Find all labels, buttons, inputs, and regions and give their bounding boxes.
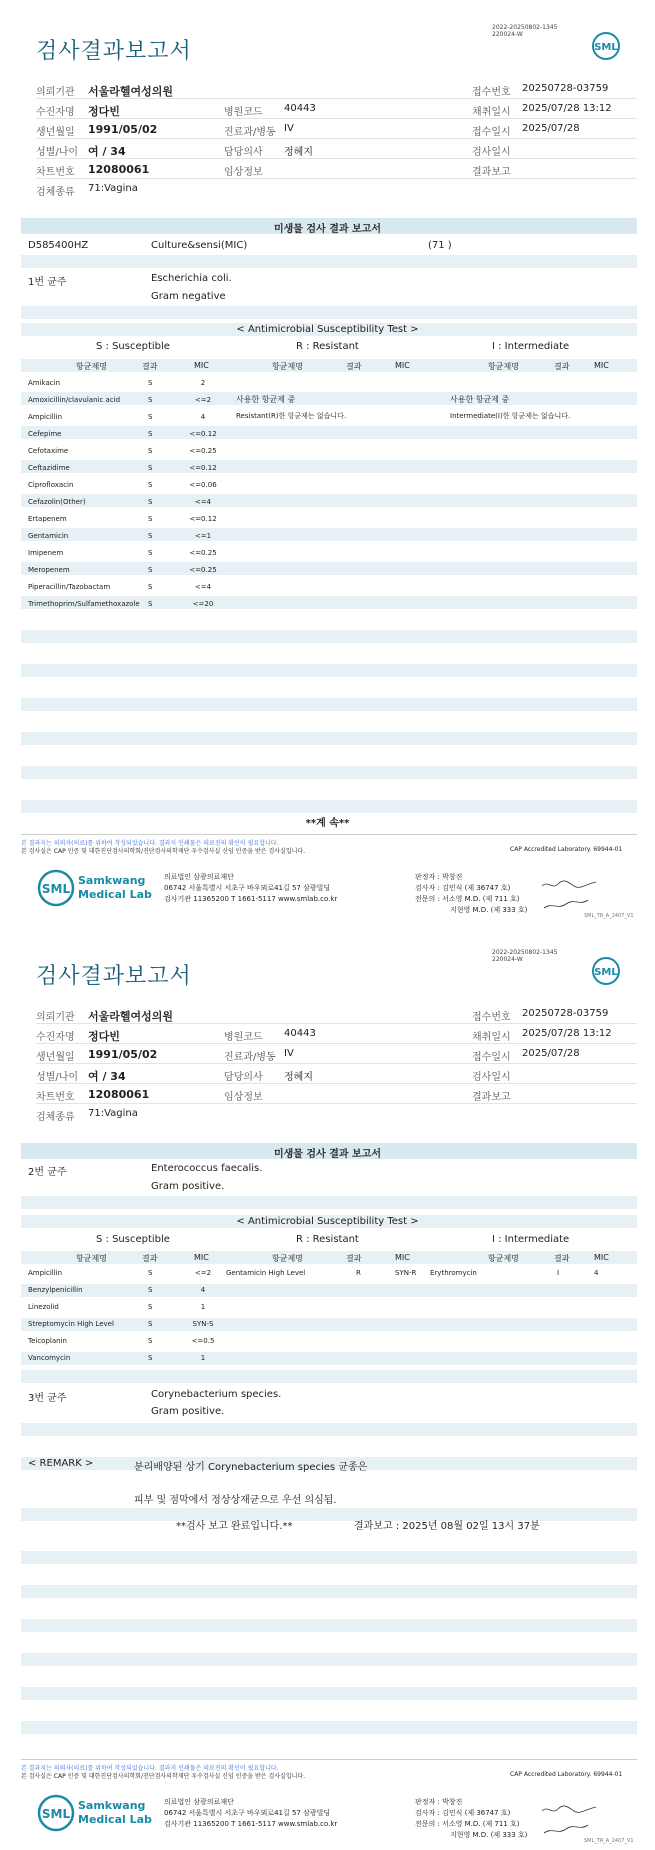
specimen-label: 검체종류 (36, 1112, 75, 1123)
doctor-label: 담당의사 (224, 1072, 263, 1083)
sex-age-label: 성별/나이 (36, 1072, 79, 1083)
remark-line-2: 피부 및 점막에서 정상상재균으로 우선 의심됨. (134, 1495, 337, 1506)
dob-label: 생년월일 (36, 1052, 75, 1063)
ast-mic: 1 (200, 1303, 206, 1311)
legend-resistant: R : Resistant (296, 341, 359, 352)
dept-value: IV (284, 1048, 294, 1059)
band (21, 494, 637, 507)
test-date-label: 검사일시 (472, 147, 511, 158)
receipt-no-label: 접수번호 (472, 87, 511, 98)
ast-result: S (148, 481, 153, 489)
band (21, 766, 637, 779)
resistant-mic: SYN-R (395, 1269, 417, 1277)
hospital-label: 의뢰기관 (36, 87, 75, 98)
ast-drug-name: Piperacillin/Tazobactam (28, 583, 111, 591)
ast-result: S (148, 1320, 153, 1328)
band (21, 528, 637, 541)
organism-label: 1번 균주 (28, 277, 67, 288)
note-resistant-1: 사용한 항균제 중 (236, 395, 296, 404)
info-row-5 (36, 1084, 637, 1104)
ast-col-header-band (21, 359, 637, 372)
name-label: 수진자명 (36, 1032, 75, 1043)
footer-staff-3: 전문의 : 서소영 M.D. (제 711 호) (415, 895, 520, 903)
organism3-name: Corynebacterium species. (151, 1389, 282, 1400)
band (21, 306, 637, 319)
ast-mic: <=0.12 (189, 515, 217, 523)
svg-text:SML: SML (41, 1807, 71, 1821)
receipt-no-label: 접수번호 (472, 1012, 511, 1023)
doctor-label: 담당의사 (224, 147, 263, 158)
ast-result: S (148, 1354, 153, 1362)
ast-drug-name: Imipenem (28, 549, 64, 557)
organism-name: Escherichia coli. (151, 273, 232, 284)
test-name: Culture&sensi(MIC) (151, 240, 248, 251)
ast-drug-name: Ampicillin (28, 1269, 63, 1277)
intermediate-result: I (557, 1269, 560, 1277)
col-drug-s: 항균제명 (76, 362, 107, 371)
doc-id-line-1: 2022-20250802-1345 (492, 949, 558, 956)
band (21, 1687, 637, 1700)
band (21, 1423, 637, 1436)
resistant-drug: Gentamicin High Level (226, 1269, 306, 1277)
ast-result: S (148, 447, 153, 455)
ast-drug-name: Cefepime (28, 430, 62, 438)
test-date-label: 검사일시 (472, 1072, 511, 1083)
band (21, 1551, 637, 1564)
info-row-6 (36, 1104, 637, 1124)
band (21, 460, 637, 473)
footer-divider (21, 1759, 637, 1760)
dob-value: 1991/05/02 (88, 1048, 158, 1061)
doc-id-line-2: 220024-W (492, 956, 523, 963)
note-intermediate-2: Intermediate(I)한 항균제는 없습니다. (450, 412, 571, 420)
ast-drug-name: Streptomycin High Level (28, 1320, 114, 1328)
svg-text:SML: SML (41, 882, 71, 896)
document-id (492, 24, 557, 38)
intermediate-drug: Erythromycin (430, 1269, 477, 1277)
ast-mic: <=2 (194, 396, 212, 404)
col-drug-r: 항균제명 (272, 1254, 303, 1263)
chart-label: 차트번호 (36, 1092, 75, 1103)
collect-label: 채취일시 (472, 1032, 511, 1043)
cap-accreditation: CAP Accredited Laboratory. 69944-01 (510, 1771, 623, 1778)
hosp-code-value: 40443 (284, 1028, 316, 1039)
footer-staff-4: 지현영 M.D. (제 333 호) (450, 1831, 528, 1839)
patient-info-table (36, 1004, 637, 1124)
footer-staff-2: 검사자 : 김민식 (제 36747 호) (415, 884, 511, 892)
remark-label: < REMARK > (28, 1458, 94, 1469)
band (21, 426, 637, 439)
dept-label: 진료과/병동 (224, 1052, 276, 1063)
info-row-6 (36, 179, 637, 199)
specimen-value: 71:Vagina (88, 1108, 138, 1119)
col-drug-i: 항균제명 (488, 1254, 519, 1263)
collect-value: 2025/07/28 13:12 (522, 103, 612, 114)
band (21, 1721, 637, 1734)
section-title: 미생물 검사 결과 보고서 (273, 224, 382, 235)
sex-age-value: 여 / 34 (88, 1070, 126, 1083)
info-row-1 (36, 79, 637, 99)
ast-mic: 1 (200, 1354, 206, 1362)
band (21, 664, 637, 677)
receipt-no-value: 20250728-03759 (522, 1008, 609, 1019)
band (21, 732, 637, 745)
ast-mic: SYN-S (192, 1320, 214, 1328)
report-label: 결과보고 (472, 167, 511, 178)
info-row-5 (36, 159, 637, 179)
ast-result: S (148, 396, 153, 404)
footer-address: 06742 서울특별시 서초구 바우뫼로41길 57 삼광빌딩 (164, 1809, 331, 1817)
band (21, 1196, 637, 1209)
report-title: 검사결과보고서 (36, 39, 192, 64)
col-result-r: 결과 (346, 1254, 362, 1263)
dob-value: 1991/05/02 (88, 123, 158, 136)
form-id: SML_TR_A_2407_V1 (584, 913, 634, 919)
clinical-label: 임상정보 (224, 167, 263, 178)
ast-drug-name: Meropenem (28, 566, 70, 574)
final-report-time: 결과보고 : 2025년 08월 02일 13시 37분 (354, 1521, 540, 1532)
ast-result: S (148, 566, 153, 574)
intermediate-mic: 4 (594, 1269, 599, 1277)
organism3-label: 3번 균주 (28, 1393, 67, 1404)
doc-id-line-2: 220024-W (492, 31, 523, 38)
note-intermediate-1: 사용한 항균제 중 (450, 395, 510, 404)
gram-stain: Gram positive. (151, 1181, 225, 1192)
ast-mic: <=0.25 (189, 447, 217, 455)
footer-notice-2: 본 검사실은 CAP 인증 및 대한진단검사의학회/진단검사의학재단 우수검사실 신임 인증을 받은 검사실입니다. (21, 848, 306, 855)
report-label: 결과보고 (472, 1092, 511, 1103)
footer-staff-1: 판정자 : 박창진 (415, 1798, 463, 1806)
doctor-value: 정혜지 (284, 1072, 313, 1083)
info-row-1 (36, 1004, 637, 1024)
collect-label: 채취일시 (472, 107, 511, 118)
footer-staff-2: 검사자 : 김민식 (제 36747 호) (415, 1809, 511, 1817)
continue-text: **계 속** (305, 818, 350, 829)
footer-staff-3: 전문의 : 서소영 M.D. (제 711 호) (415, 1820, 520, 1828)
ast-mic: <=0.5 (191, 1337, 215, 1345)
ast-result: S (148, 379, 153, 387)
specimen-value: 71:Vagina (88, 183, 138, 194)
collect-value: 2025/07/28 13:12 (522, 1028, 612, 1039)
ast-drug-name: Cefotaxime (28, 447, 69, 455)
ast-title: < Antimicrobial Susceptibility Test > (236, 1216, 419, 1227)
ast-mic: <=0.12 (189, 464, 217, 472)
name-value: 정다빈 (88, 105, 120, 118)
ast-mic: <=0.25 (189, 549, 217, 557)
col-drug-s: 항균제명 (76, 1254, 107, 1263)
receive-value: 2025/07/28 (522, 1048, 580, 1059)
footer-notice-1: 본 결과지는 의뢰자(의료)를 위하여 작성되었습니다. 결과지 인쇄물은 의료진의 확인이 필요합니다. (21, 1765, 279, 1772)
name-label: 수진자명 (36, 107, 75, 118)
info-row-4 (36, 1064, 637, 1084)
info-row-2 (36, 1024, 637, 1044)
ast-result: S (148, 1337, 153, 1345)
chart-label: 차트번호 (36, 167, 75, 178)
remark-line-1: 분리배양된 상기 Corynebacterium species 균종은 (134, 1462, 368, 1473)
clinical-label: 임상정보 (224, 1092, 263, 1103)
band (21, 1508, 637, 1521)
band (21, 1370, 637, 1383)
report-complete-text: **검사 보고 완료입니다.** (176, 1521, 293, 1532)
footer-notice-2: 본 검사실은 CAP 인증 및 대한진단검사의학회/진단검사의학재단 우수검사실 신임 인증을 받은 검사실입니다. (21, 1773, 306, 1780)
legend-resistant: R : Resistant (296, 1234, 359, 1245)
ast-drug-name: Gentamicin (28, 532, 69, 540)
dob-label: 생년월일 (36, 127, 75, 138)
section-title: 미생물 검사 결과 보고서 (273, 1149, 382, 1160)
footer-org: 의료법인 삼광의료재단 (164, 873, 234, 881)
ast-mic: <=4 (194, 498, 212, 506)
col-drug-i: 항균제명 (488, 362, 519, 371)
footer-address: 06742 서울특별시 서초구 바우뫼로41길 57 삼광빌딩 (164, 884, 331, 892)
footer-staff-4: 지현영 M.D. (제 333 호) (450, 906, 528, 914)
hospital-label: 의뢰기관 (36, 1012, 75, 1023)
form-id: SML_TR_A_2407_V1 (584, 1838, 634, 1844)
ast-mic: <=0.06 (189, 481, 217, 489)
col-mic-r: MIC (395, 1253, 410, 1262)
hosp-code-value: 40443 (284, 103, 316, 114)
ast-result: S (148, 515, 153, 523)
band (21, 630, 637, 643)
report-page-2 (0, 925, 655, 1850)
hosp-code-label: 병원코드 (224, 1032, 263, 1043)
hosp-code-label: 병원코드 (224, 107, 263, 118)
gram-stain: Gram negative (151, 291, 226, 302)
band (21, 562, 637, 575)
col-result-i: 결과 (554, 1254, 570, 1263)
gram3-stain: Gram positive. (151, 1406, 225, 1417)
ast-result: S (148, 600, 153, 608)
legend-intermediate: I : Intermediate (492, 1234, 570, 1245)
ast-col-header-band (21, 1251, 637, 1264)
ast-mic: <=2 (194, 1269, 212, 1277)
ast-drug-name: Ceftazidime (28, 464, 70, 472)
col-drug-r: 항균제명 (272, 362, 303, 371)
ast-result: S (148, 430, 153, 438)
ast-drug-name: Linezolid (28, 1303, 59, 1311)
ast-result: S (148, 549, 153, 557)
ast-drug-name: Vancomycin (28, 1354, 71, 1362)
col-mic-i: MIC (594, 361, 609, 370)
ast-mic: <=20 (192, 600, 214, 608)
receive-label: 접수일시 (472, 1052, 511, 1063)
band (21, 800, 637, 813)
ast-drug-name: Trimethoprim/Sulfamethoxazole (28, 600, 140, 608)
chart-value: 12080061 (88, 163, 150, 176)
ast-drug-name: Teicoplanin (28, 1337, 67, 1345)
ast-result: S (148, 583, 153, 591)
organism-name: Enterococcus faecalis. (151, 1163, 263, 1174)
info-row-2 (36, 99, 637, 119)
receive-value: 2025/07/28 (522, 123, 580, 134)
footer-staff-1: 판정자 : 박창진 (415, 873, 463, 881)
report-title: 검사결과보고서 (36, 964, 192, 989)
patient-info-table (36, 79, 637, 199)
sex-age-value: 여 / 34 (88, 145, 126, 158)
sex-age-label: 성별/나이 (36, 147, 79, 158)
doc-id-line-1: 2022-20250802-1345 (492, 24, 558, 31)
col-mic-s: MIC (194, 1253, 209, 1262)
ast-result: S (148, 532, 153, 540)
ast-result: S (148, 413, 153, 421)
dept-value: IV (284, 123, 294, 134)
brand-line-2: Medical Lab (78, 888, 152, 901)
hospital-value: 서울라헬여성의원 (88, 1010, 174, 1023)
legend-intermediate: I : Intermediate (492, 341, 570, 352)
band (21, 1284, 637, 1297)
organism-label: 2번 균주 (28, 1167, 67, 1178)
legend-susceptible: S : Susceptible (96, 1234, 170, 1245)
resistant-result: R (356, 1269, 361, 1277)
note-resistant-2: Resistant(R)한 항균제는 없습니다. (236, 412, 347, 420)
brand-line-2: Medical Lab (78, 1813, 152, 1826)
ast-title: < Antimicrobial Susceptibility Test > (236, 324, 419, 335)
receive-label: 접수일시 (472, 127, 511, 138)
sml-logo-icon (590, 955, 622, 987)
brand-line-1: Samkwang (78, 1799, 146, 1812)
svg-text:SML: SML (594, 42, 618, 53)
receipt-no-value: 20250728-03759 (522, 83, 609, 94)
signature-icon (540, 878, 600, 912)
name-value: 정다빈 (88, 1030, 120, 1043)
col-result-s: 결과 (142, 1254, 158, 1263)
footer-contact: 검사기관 11365200 T 1661-5117 www.smlab.co.kr (164, 1820, 338, 1828)
band (21, 1585, 637, 1598)
ast-drug-name: Ertapenem (28, 515, 67, 523)
col-mic-r: MIC (395, 361, 410, 370)
col-mic-s: MIC (194, 361, 209, 370)
col-result-r: 결과 (346, 362, 362, 371)
band (21, 255, 637, 268)
ast-result: S (148, 1269, 153, 1277)
band (21, 1352, 637, 1365)
signature-icon (540, 1803, 600, 1837)
ast-drug-name: Cefazolin(Other) (28, 498, 86, 506)
ast-mic: 2 (200, 379, 206, 387)
band (21, 1619, 637, 1632)
footer-org: 의료법인 삼광의료재단 (164, 1798, 234, 1806)
doctor-value: 정혜지 (284, 147, 313, 158)
test-code: D585400HZ (28, 240, 89, 251)
ast-mic: <=4 (194, 583, 212, 591)
document-id (492, 949, 557, 963)
ast-drug-name: Amoxicillin/clavulanic acid (28, 396, 121, 404)
ast-drug-name: Amikacin (28, 379, 61, 387)
footer-contact: 검사기관 11365200 T 1661-5117 www.smlab.co.kr (164, 895, 338, 903)
info-row-3 (36, 1044, 637, 1064)
ast-result: S (148, 1303, 153, 1311)
footer-notice-1: 본 결과지는 의뢰자(의료)를 위하여 작성되었습니다. 결과지 인쇄물은 의료진의 확인이 필요합니다. (21, 840, 279, 847)
test-number: (71 ) (428, 240, 452, 251)
ast-mic: 4 (200, 1286, 206, 1294)
col-result-i: 결과 (554, 362, 570, 371)
info-row-3 (36, 119, 637, 139)
ast-result: S (148, 498, 153, 506)
ast-drug-name: Ampicillin (28, 413, 63, 421)
band (21, 1653, 637, 1666)
cap-accreditation: CAP Accredited Laboratory. 69944-01 (510, 846, 623, 853)
ast-mic: <=0.12 (189, 430, 217, 438)
col-result-s: 결과 (142, 362, 158, 371)
ast-result: S (148, 1286, 153, 1294)
ast-drug-name: Ciprofloxacin (28, 481, 74, 489)
legend-susceptible: S : Susceptible (96, 341, 170, 352)
ast-result: S (148, 464, 153, 472)
ast-mic: <=1 (194, 532, 212, 540)
ast-mic: 4 (200, 413, 206, 421)
specimen-label: 검체종류 (36, 187, 75, 198)
col-mic-i: MIC (594, 1253, 609, 1262)
svg-text:SML: SML (594, 967, 618, 978)
ast-mic: <=0.25 (189, 566, 217, 574)
brand-line-1: Samkwang (78, 874, 146, 887)
dept-label: 진료과/병동 (224, 127, 276, 138)
sml-logo-icon (36, 868, 76, 908)
sml-logo-icon (590, 30, 622, 62)
chart-value: 12080061 (88, 1088, 150, 1101)
footer-divider (21, 834, 637, 835)
info-row-4 (36, 139, 637, 159)
ast-drug-name: Benzylpenicillin (28, 1286, 83, 1294)
sml-logo-icon (36, 1793, 76, 1833)
band (21, 698, 637, 711)
hospital-value: 서울라헬여성의원 (88, 85, 174, 98)
